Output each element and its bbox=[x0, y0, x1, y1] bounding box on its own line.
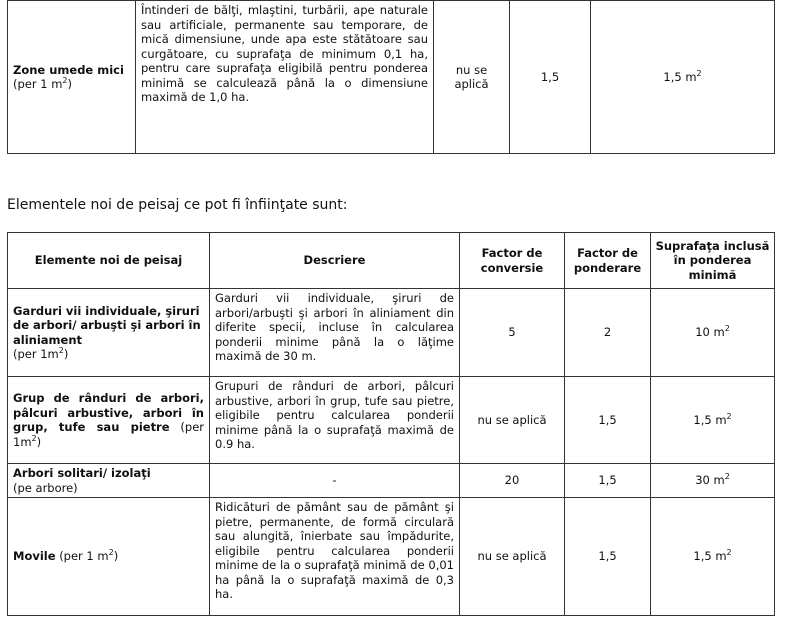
header-description: Descriere bbox=[210, 233, 460, 289]
included-area bbox=[651, 289, 775, 377]
element-unit: (pe arbore) bbox=[13, 480, 78, 495]
included-area-value: 1,5 m bbox=[693, 549, 727, 564]
element-unit-end: ) bbox=[113, 549, 119, 564]
element-name-cell bbox=[8, 377, 210, 464]
header-row bbox=[8, 233, 775, 289]
element-unit-sup: 2 bbox=[58, 346, 64, 356]
included-area bbox=[651, 377, 775, 464]
conversion-factor: nu se aplică bbox=[434, 1, 510, 154]
header-area: Suprafaţa inclusă în ponderea minimă bbox=[651, 233, 775, 289]
included-area-sup: 2 bbox=[724, 472, 730, 482]
conversion-factor: nu se aplică bbox=[460, 498, 565, 616]
intro-text: Elementele noi de peisaj ce pot fi înfiinţate sunt: bbox=[7, 197, 348, 213]
conversion-factor: nu se aplică bbox=[460, 377, 565, 464]
wetlands-table bbox=[7, 0, 775, 154]
element-unit-end: ) bbox=[63, 347, 69, 361]
element-description: Grupuri de rânduri de arbori, pâlcuri arbustive, arbori în grup, tufe sau pietre, eligibile pentru calcularea ponderii minime până la o suprafaţă maximă de 0.9 ha. bbox=[210, 377, 460, 464]
included-area bbox=[591, 1, 775, 154]
element-description: Garduri vii individuale, şiruri de arbori/arbuşti şi arbori în aliniament din diferite specii, incluse în calcularea ponderii minime până la o lăţime maximă de 30 m. bbox=[210, 289, 460, 377]
included-area bbox=[651, 464, 775, 498]
element-name-cell bbox=[8, 498, 210, 616]
element-name: Garduri vii individuale, şiruri de arbori/ arbuşti şi arbori în aliniament bbox=[13, 303, 201, 347]
element-unit: (per 1m bbox=[13, 420, 204, 449]
table-row bbox=[8, 289, 775, 377]
element-name: Arbori solitari/ izolaţi bbox=[13, 466, 151, 480]
element-unit-sup: 2 bbox=[62, 76, 68, 86]
included-area-sup: 2 bbox=[726, 548, 732, 558]
element-unit: (per 1 m bbox=[59, 549, 109, 564]
included-area-value: 1,5 m bbox=[693, 412, 727, 427]
table-row bbox=[8, 377, 775, 464]
element-unit: (per 1 m bbox=[13, 77, 63, 91]
table-row bbox=[8, 1, 775, 154]
included-area bbox=[651, 498, 775, 616]
element-name: Grup de rânduri de arbori, pâlcuri arbustive, arbori în grup, tufe sau pietre bbox=[13, 391, 204, 434]
element-unit-sup: 2 bbox=[108, 548, 114, 558]
conversion-factor: 5 bbox=[460, 289, 565, 377]
conversion-factor: 20 bbox=[460, 464, 565, 498]
element-unit-end: ) bbox=[36, 434, 42, 449]
element-unit-sup: 2 bbox=[31, 433, 37, 443]
weighting-factor: 1,5 bbox=[565, 498, 651, 616]
weighting-factor: 1,5 bbox=[510, 1, 591, 154]
weighting-factor: 1,5 bbox=[565, 377, 651, 464]
included-area-sup: 2 bbox=[724, 324, 730, 334]
element-description: Întinderi de bălţi, mlaştini, turbării, ape naturale sau artificiale, permanente sau temporare, de mică dimensiune, unde apa este stătătoare sau curgătoare, cu suprafaţa de minimum 0,1 ha, pentru care suprafaţa eligibilă pentru ponderea minimă se calculează până la o dimensiune maximă de 1,0 ha. bbox=[136, 1, 434, 154]
element-name-cell bbox=[8, 1, 136, 154]
new-landscape-elements-table bbox=[7, 232, 775, 616]
header-weighting: Factor de ponderare bbox=[565, 233, 651, 289]
element-unit-end: ) bbox=[67, 77, 73, 91]
weighting-factor: 2 bbox=[565, 289, 651, 377]
included-area-sup: 2 bbox=[696, 68, 702, 78]
header-element: Elemente noi de peisaj bbox=[8, 233, 210, 289]
element-unit: (per 1m bbox=[13, 347, 59, 361]
table-row bbox=[8, 498, 775, 616]
element-description: Ridicături de pământ sau de pământ şi pietre, permanente, de formă circulară sau alungită, înierbate sau împădurite, eligibile pentru calcularea ponderii minime de la o suprafaţă minimă de 0,01 ha până la o suprafaţă maximă de 0,3 ha. bbox=[210, 498, 460, 616]
header-conversion: Factor de conversie bbox=[460, 233, 565, 289]
element-name-cell bbox=[8, 289, 210, 377]
included-area-value: 10 m bbox=[695, 325, 725, 340]
included-area-sup: 2 bbox=[726, 411, 732, 421]
element-name: Movile bbox=[13, 549, 56, 564]
element-name: Zone umede mici bbox=[13, 62, 124, 77]
weighting-factor: 1,5 bbox=[565, 464, 651, 498]
element-description: - bbox=[210, 464, 460, 498]
included-area-value: 30 m bbox=[695, 473, 725, 488]
table-row bbox=[8, 464, 775, 498]
element-name-cell bbox=[8, 464, 210, 498]
included-area-value: 1,5 m bbox=[663, 69, 697, 84]
